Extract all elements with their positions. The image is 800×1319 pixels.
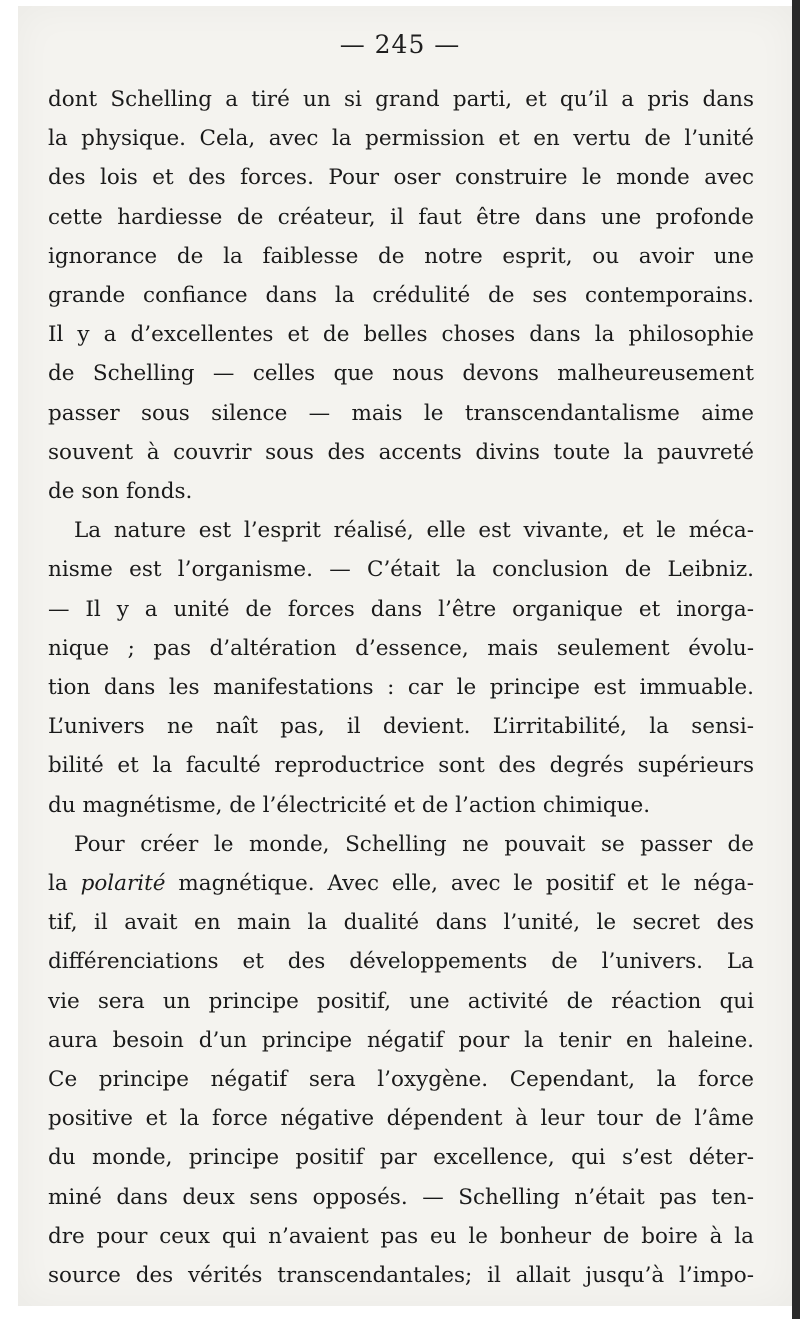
text-line: miné dans deux sens opposés. — Schelling n’était pas ten- [48, 1184, 754, 1210]
text-line: dre pour ceux qui n’avaient pas eu le bonheur de boire à la [48, 1223, 754, 1249]
text-line: de son fonds. [48, 479, 193, 505]
italic-word: polarité [80, 871, 166, 897]
text-line: bilité et la faculté reproductrice sont des degrés supérieurs [48, 753, 754, 779]
text-line: tif, il avait en main la dualité dans l’unité, le secret des [48, 910, 754, 936]
text-line: L’univers ne naît pas, il devient. L’irritabilité, la sensi- [48, 714, 754, 740]
text-line: Il y a d’excellentes et de belles choses dans la philosophie [48, 322, 754, 348]
text-line: du magnétisme, de l’électricité et de l’action chimique. [48, 792, 651, 818]
text-line: dont Schelling a tiré un si grand parti, et qu’il a pris dans [48, 87, 754, 112]
text-line: nique ; pas d’altération d’essence, mais seulement évolu- [48, 635, 754, 661]
text-line: la physique. Cela, avec la permission et en vertu de l’unité [48, 126, 754, 152]
paragraph-2 [48, 511, 754, 825]
text-line: passer sous silence — mais le transcendantalisme aime [48, 400, 754, 426]
text-line: souvent à couvrir sous des accents divins toute la pauvreté [48, 439, 754, 465]
text-line: ignorance de la faiblesse de notre esprit, ou avoir une [48, 243, 754, 269]
paragraph-1 [48, 80, 754, 511]
text-line: cette hardiesse de créateur, il faut être dans une profonde [48, 204, 754, 230]
paragraph-3 [48, 825, 754, 1295]
text-line: Pour créer le monde, Schelling ne pouvait se passer de [74, 831, 754, 857]
text-line: des lois et des forces. Pour oser construire le monde avec [48, 165, 754, 191]
text-line: Ce principe négatif sera l’oxygène. Cependant, la force [48, 1067, 754, 1093]
text-segment: la [48, 871, 81, 897]
page-number: — 245 — [339, 30, 461, 59]
text-segment: magnétique. Avec elle, avec le positif et le néga- [165, 871, 754, 897]
text-line: de Schelling — celles que nous devons malheureusement [48, 361, 754, 387]
body-text [48, 80, 754, 1295]
text-line: positive et la force négative dépendent à leur tour de l’âme [48, 1106, 754, 1132]
page-edge-shadow [792, 0, 800, 1319]
text-line: nisme est l’organisme. — C’était la conclusion de Leibniz. [48, 557, 754, 583]
text-line: tion dans les manifestations : car le principe est immuable. [48, 675, 754, 701]
text-line: — Il y a unité de forces dans l’être organique et inorga- [48, 596, 754, 622]
text-line: aura besoin d’un principe négatif pour la tenir en haleine. [48, 1027, 754, 1053]
text-line: vie sera un principe positif, une activité de réaction qui [48, 988, 754, 1014]
text-line: La nature est l’esprit réalisé, elle est vivante, et le méca- [74, 518, 754, 544]
text-line: grande confiance dans la crédulité de ses contemporains. [48, 283, 754, 309]
text-line: source des vérités transcendantales; il allait jusqu’à l’impo- [48, 1263, 754, 1289]
text-line-with-emphasis [48, 864, 754, 903]
text-line: du monde, principe positif par excellence, qui s’est déter- [48, 1145, 754, 1171]
text-line: différenciations et des développements de l’univers. La [48, 949, 754, 975]
